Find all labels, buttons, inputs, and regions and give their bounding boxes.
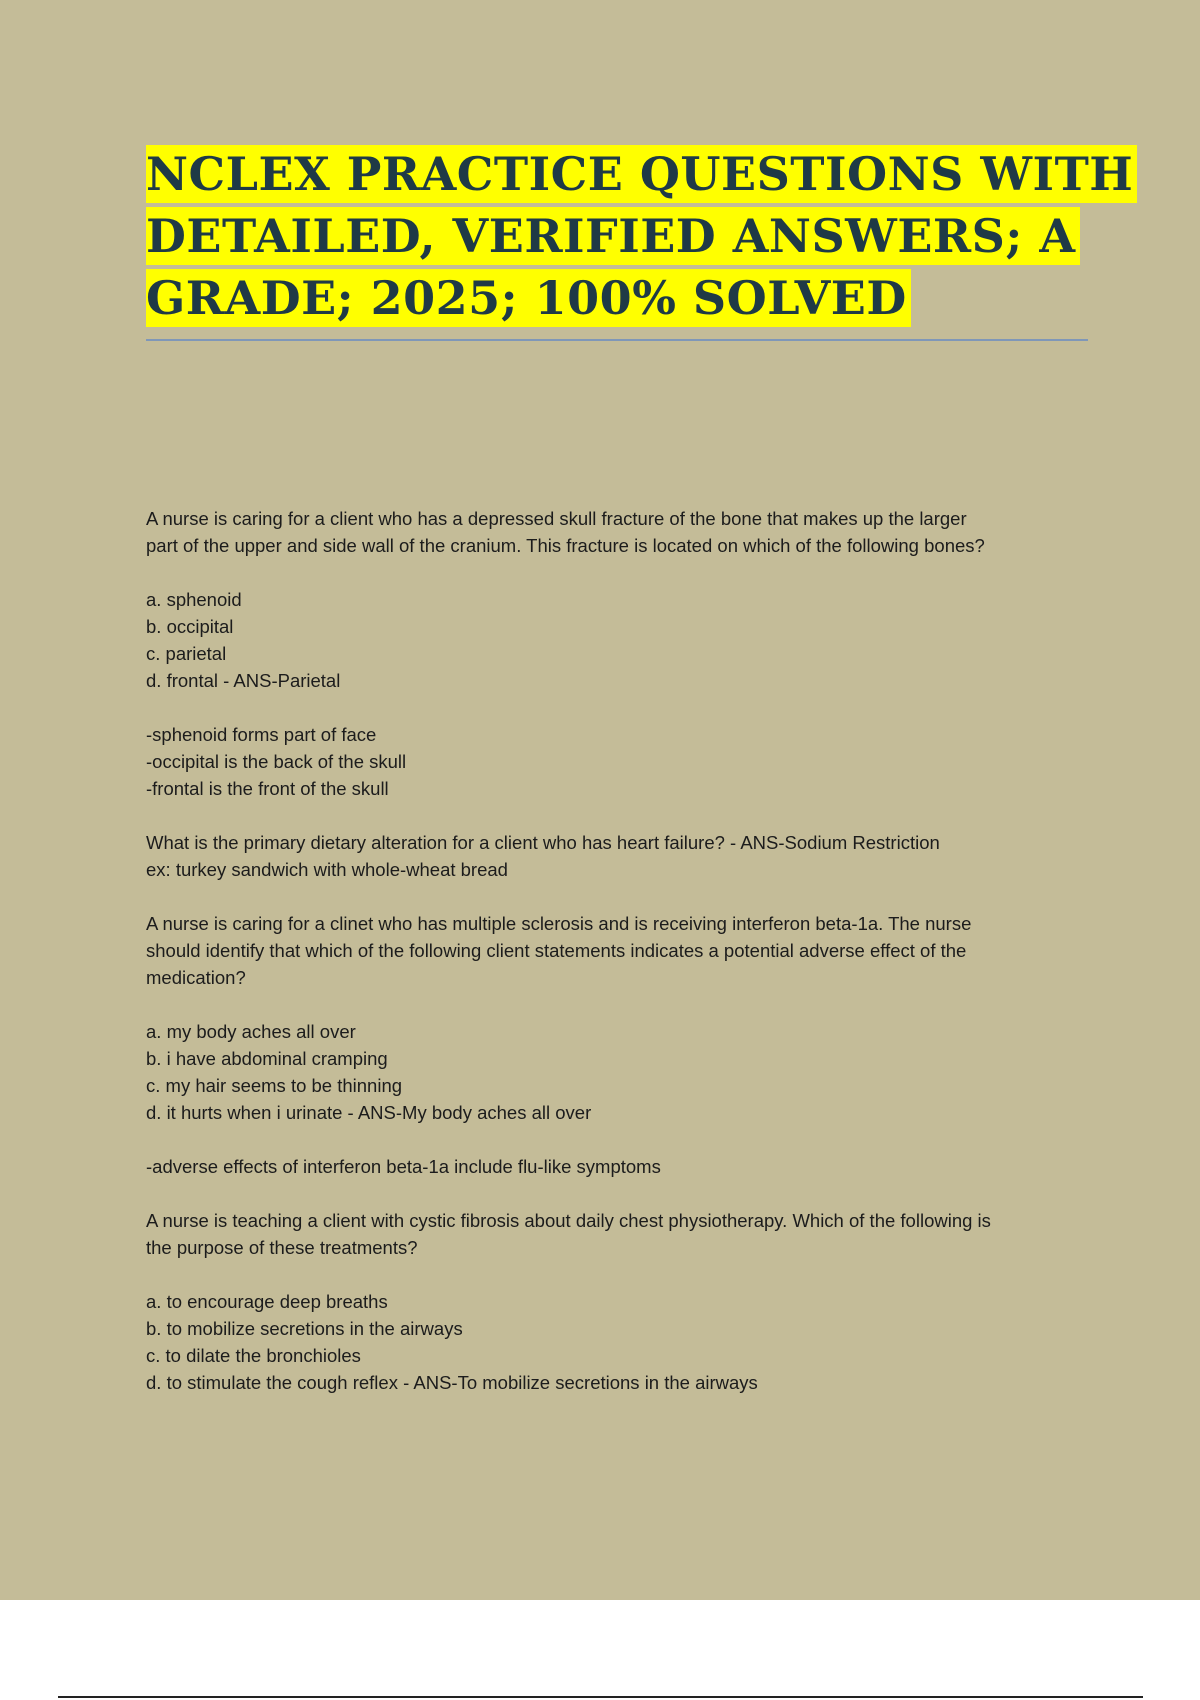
question-4-options: [146, 1288, 1096, 1396]
answer-option: c. to dilate the bronchioles: [146, 1345, 361, 1366]
title-line: DETAILED, VERIFIED ANSWERS; A: [146, 207, 1080, 265]
answer-option: b. to mobilize secretions in the airways: [146, 1318, 463, 1339]
answer-option: b. occipital: [146, 616, 234, 637]
answer-option: d. frontal - ANS-Parietal: [146, 670, 341, 691]
document-body: [146, 505, 1096, 1423]
answer-option: a. sphenoid: [146, 589, 242, 610]
question-1-rationale: [146, 721, 1096, 802]
question-1-options: [146, 586, 1096, 694]
rationale-line: -occipital is the back of the skull: [146, 751, 407, 772]
question-text: What is the primary dietary alteration for a client who has heart failure? - ANS-Sodium Restriction: [146, 832, 940, 853]
answer-option: d. to stimulate the cough reflex - ANS-To mobilize secretions in the airways: [146, 1372, 758, 1393]
title-line: NCLEX PRACTICE QUESTIONS WITH: [146, 145, 1137, 203]
question-3-rationale: [146, 1153, 1096, 1180]
rationale-line: -sphenoid forms part of face: [146, 724, 377, 745]
question-3: [146, 910, 1096, 991]
question-3-options: [146, 1018, 1096, 1126]
answer-option: a. my body aches all over: [146, 1021, 356, 1042]
rationale-line: -adverse effects of interferon beta-1a include flu-like symptoms: [146, 1156, 661, 1177]
question-text: part of the upper and side wall of the cranium. This fracture is located on which of the following bones?: [146, 535, 985, 556]
answer-option: c. parietal: [146, 643, 227, 664]
answer-option: b. i have abdominal cramping: [146, 1048, 388, 1069]
question-4: [146, 1207, 1096, 1261]
answer-option: a. to encourage deep breaths: [146, 1291, 388, 1312]
title-divider: [146, 339, 1088, 341]
question-text: A nurse is teaching a client with cystic fibrosis about daily chest physiotherapy. Which of the following is: [146, 1210, 991, 1231]
question-text: medication?: [146, 967, 246, 988]
title-line: GRADE; 2025; 100% SOLVED: [146, 269, 911, 327]
rationale-line: -frontal is the front of the skull: [146, 778, 389, 799]
question-2: [146, 829, 1096, 883]
question-1: [146, 505, 1096, 559]
answer-option: d. it hurts when i urinate - ANS-My body aches all over: [146, 1102, 592, 1123]
document-title: [146, 145, 1134, 331]
question-text: should identify that which of the following client statements indicates a potential adverse effect of the: [146, 940, 967, 961]
question-text: A nurse is caring for a client who has a depressed skull fracture of the bone that makes up the larger: [146, 508, 967, 529]
question-text: the purpose of these treatments?: [146, 1237, 418, 1258]
question-text: A nurse is caring for a clinet who has multiple sclerosis and is receiving interferon beta-1a. The nurse: [146, 913, 972, 934]
answer-option: c. my hair seems to be thinning: [146, 1075, 403, 1096]
footer-divider: [58, 1696, 1143, 1698]
answer-example: ex: turkey sandwich with whole-wheat bread: [146, 859, 508, 880]
